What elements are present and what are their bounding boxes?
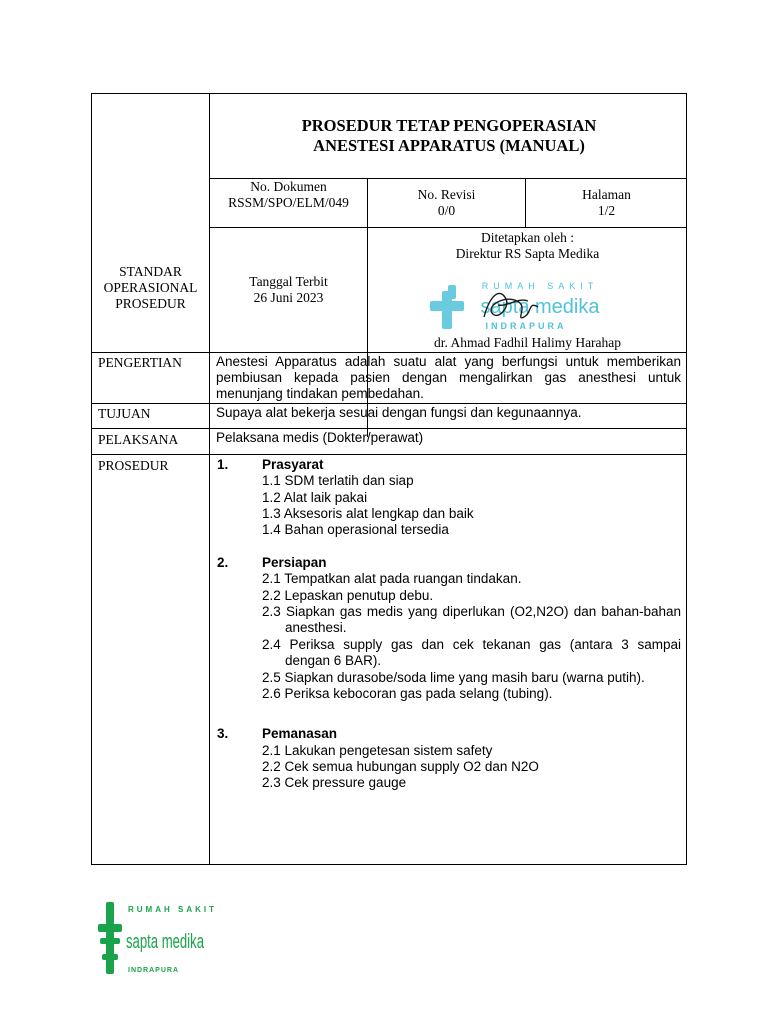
grid-line [209, 227, 687, 228]
approval-header [368, 230, 687, 262]
list-item: 2.1 Tempatkan alat pada ruangan tindakan. [262, 571, 522, 586]
sop-label-line: STANDAR [119, 264, 182, 279]
pengertian-label: PENGERTIAN [98, 355, 182, 370]
stamp-bottom-text: INDRAPURA [485, 321, 567, 331]
list-item: 2.2 Cek semua hubungan supply O2 dan N2O [262, 759, 539, 774]
list-item-continued: dengan 6 BAR). [285, 653, 382, 668]
title-line-2: ANESTESI APPARATUS (MANUAL) [313, 136, 585, 155]
step-number: 1. [217, 457, 229, 472]
logo-bottom-text: INDRAPURA [128, 967, 179, 974]
list-item: 1.3 Aksesoris alat lengkap dan baik [262, 506, 474, 521]
signatory-name: dr. Ahmad Fadhil Halimy Harahap [433, 335, 622, 350]
list-item: 1.2 Alat laik pakai [262, 490, 368, 505]
document-title [210, 116, 688, 156]
stamp-top-text: RUMAH SAKIT [481, 281, 599, 291]
hospital-stamp-logo [428, 277, 628, 335]
list-item: 2.4 Periksa supply gas dan cek tekanan gas (antara 3 sampai [262, 637, 681, 652]
tujuan-text: Supaya alat bekerja sesuai dengan fungsi dan kegunaannya. [216, 405, 582, 420]
page-value: 1/2 [597, 203, 616, 218]
grid-line [92, 454, 687, 455]
director-title: Direktur RS Sapta Medika [455, 246, 600, 261]
revision-cell [368, 187, 525, 219]
list-item-continued: anesthesi. [285, 620, 347, 635]
prosedur-label: PROSEDUR [98, 458, 169, 473]
medical-cross-icon [430, 285, 464, 329]
pengertian-line: pembiusan kepada pasien dengan mengalirkan gas anesthesi untuk [216, 370, 681, 385]
step-title: Persiapan [262, 555, 327, 570]
step-number: 2. [217, 555, 229, 570]
pengertian-line: menunjang tindakan pembedahan. [216, 386, 424, 401]
issued-date: 26 Juni 2023 [253, 290, 324, 305]
sop-document [91, 93, 687, 865]
revision-value: 0/0 [437, 203, 456, 218]
medical-cross-icon [98, 902, 122, 974]
pelaksana-text: Pelaksana medis (Dokter/perawat) [216, 430, 424, 445]
grid-line [92, 428, 687, 429]
list-item: 2.5 Siapkan durasobe/soda lime yang masih baru (warna putih). [262, 670, 645, 685]
sop-label-line: OPERASIONAL [103, 280, 198, 295]
sop-label [92, 264, 209, 312]
hospital-logo [98, 898, 217, 978]
grid-line [92, 403, 687, 404]
doc-number-cell [210, 179, 367, 211]
list-item: 2.6 Periksa kebocoran gas pada selang (tubing). [262, 686, 553, 701]
stamp-name-text: sapta medika [480, 296, 600, 318]
list-item: 2.3 Cek pressure gauge [262, 775, 407, 790]
doc-number-value: RSSM/SPO/ELM/049 [228, 195, 349, 210]
list-item: 1.1 SDM terlatih dan siap [262, 473, 414, 488]
pelaksana-label: PELAKSANA [98, 432, 179, 447]
pengertian-line: Anestesi Apparatus adalah suatu alat yang berfungsi untuk memberikan [216, 354, 681, 369]
page-cell [526, 187, 687, 219]
set-by-label: Ditetapkan oleh : [481, 230, 574, 245]
sop-label-line: PROSEDUR [115, 296, 186, 311]
step-title: Pemanasan [262, 726, 338, 741]
logo-name-text: sapta medika [126, 931, 205, 953]
tujuan-label: TUJUAN [98, 406, 151, 421]
issued-date-cell [210, 274, 367, 306]
issued-label: Tanggal Terbit [249, 274, 328, 289]
list-item: 2.1 Lakukan pengetesan sistem safety [262, 743, 493, 758]
revision-label: No. Revisi [417, 187, 476, 202]
list-item: 1.4 Bahan operasional tersedia [262, 522, 449, 537]
step-number: 3. [217, 726, 229, 741]
grid-line [92, 352, 687, 353]
logo-top-text: RUMAH SAKIT [128, 905, 217, 914]
list-item: 2.2 Lepaskan penutup debu. [262, 588, 434, 603]
step-title: Prasyarat [262, 457, 324, 472]
list-item: 2.3 Siapkan gas medis yang diperlukan (O2,N2O) dan bahan-bahan [262, 604, 681, 619]
page-label: Halaman [582, 187, 631, 202]
doc-number-label: No. Dokumen [250, 179, 327, 194]
title-line-1: PROSEDUR TETAP PENGOPERASIAN [301, 116, 597, 135]
